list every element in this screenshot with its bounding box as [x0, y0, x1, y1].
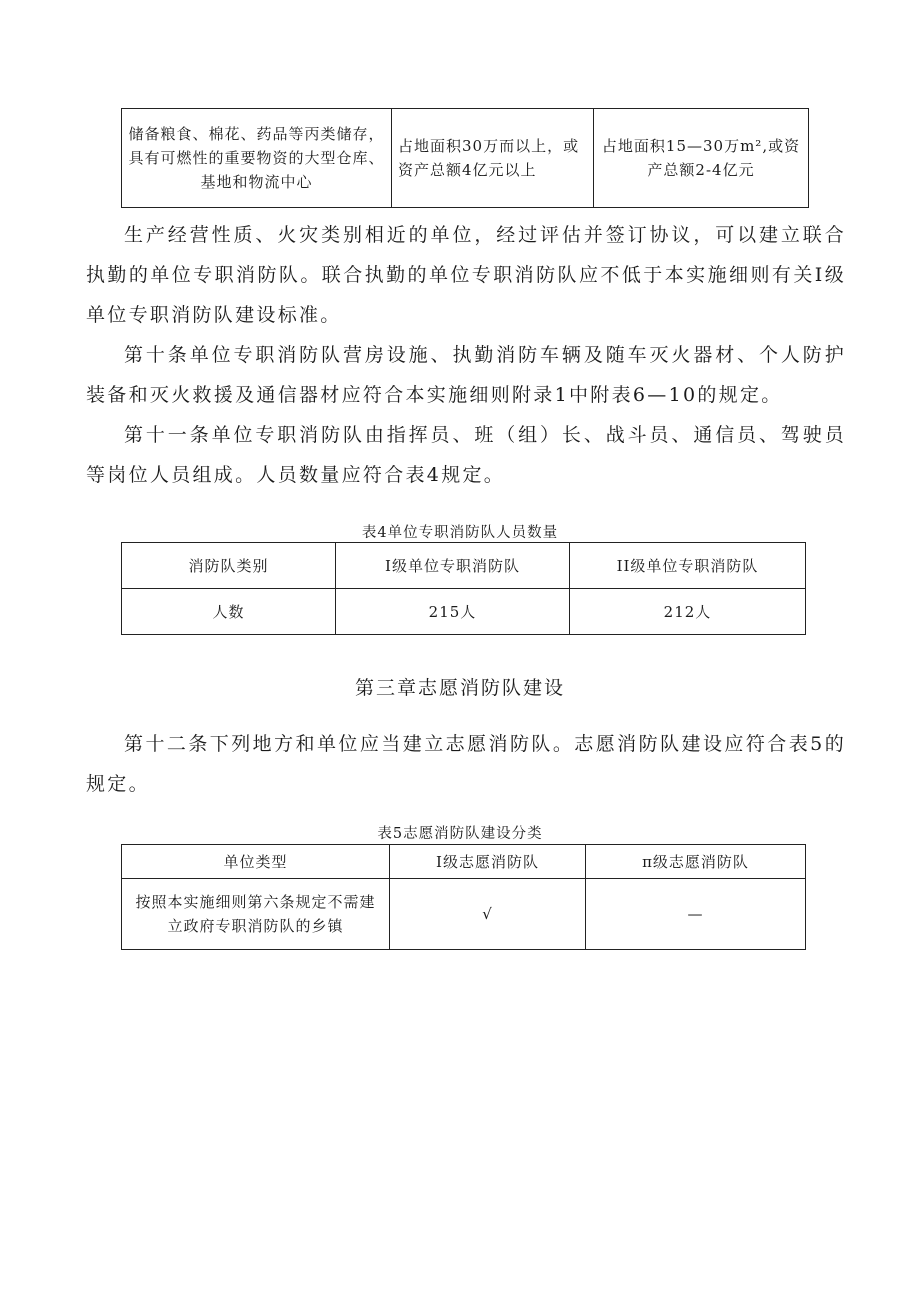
continued-table	[121, 108, 809, 208]
table-header-cell: II级单位专职消防队	[570, 543, 806, 589]
paragraph-article-11: 第十一条单位专职消防队由指挥员、班（组）长、战斗员、通信员、驾驶员等岗位人员组成。人员数量应符合表4规定。	[86, 424, 846, 486]
chapter-heading: 第三章志愿消防队建设	[354, 677, 565, 699]
table-header-cell: 消防队类别	[122, 543, 336, 589]
table-header-row	[122, 543, 806, 589]
table-header-row	[122, 845, 806, 879]
table-cell-level-1: 占地面积30万而以上，或资产总额4亿元以上	[392, 109, 594, 208]
paragraph-article-12: 第十二条下列地方和单位应当建立志愿消防队。志愿消防队建设应符合表5的规定。	[86, 733, 846, 795]
table-cell-dash: —	[586, 879, 806, 950]
table-header-cell: π级志愿消防队	[586, 845, 806, 879]
table5-volunteer-classification	[121, 844, 806, 950]
table-row	[122, 589, 806, 635]
table-row	[122, 879, 806, 950]
table-cell: 按照本实施细则第六条规定不需建立政府专职消防队的乡镇	[122, 879, 390, 950]
table5-caption: 表5志愿消防队建设分类	[377, 826, 543, 842]
table-cell: 人数	[122, 589, 336, 635]
table4-staff-count	[121, 542, 806, 635]
paragraph-joint-duty: 生产经营性质、火灾类别相近的单位，经过评估并签订协议，可以建立联合执勤的单位专职消防队。联合执勤的单位专职消防队应不低于本实施细则有关Ⅰ级单位专职消防队建设标准。	[86, 224, 846, 326]
table-header-cell: I级单位专职消防队	[336, 543, 570, 589]
table-header-cell: I级志愿消防队	[390, 845, 586, 879]
table-header-cell: 单位类型	[122, 845, 390, 879]
table-cell: 212人	[570, 589, 806, 635]
table-cell: 215人	[336, 589, 570, 635]
table4-caption: 表4单位专职消防队人员数量	[361, 525, 559, 541]
paragraph-article-10: 第十条单位专职消防队营房设施、执勤消防车辆及随车灭火器材、个人防护装备和灭火救援及通信器材应符合本实施细则附录1中附表6—10的规定。	[86, 344, 846, 406]
table-cell-level-2: 占地面积15—30万m²,或资产总额2-4亿元	[594, 109, 809, 208]
table-cell-unit-type: 储备粮食、棉花、药品等丙类储存，具有可燃性的重要物资的大型仓库、基地和物流中心	[122, 109, 392, 208]
table-cell-check: √	[390, 879, 586, 950]
table-row	[122, 109, 809, 208]
